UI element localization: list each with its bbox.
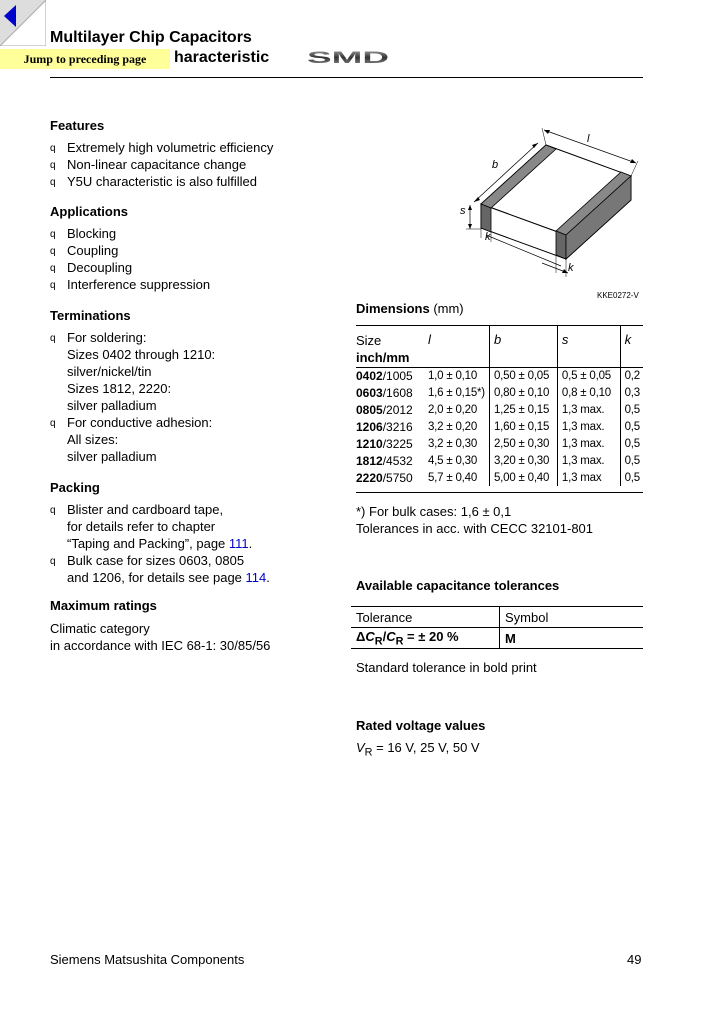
table-row	[351, 628, 643, 649]
table-row	[352, 452, 644, 469]
bullet: q	[50, 280, 56, 291]
cell-b: 1,25 ± 0,15	[489, 401, 557, 418]
chip-dimension-diagram	[456, 125, 646, 300]
list-item: Non-linear capacitance change	[67, 157, 247, 172]
cell-s: 1,3 max.	[557, 435, 620, 452]
table-bottom-rule	[356, 492, 643, 493]
bullet: q	[50, 505, 56, 516]
list-item: for details refer to chapter	[67, 519, 216, 534]
cell-b: 3,20 ± 0,30	[489, 452, 557, 469]
ratings-line: Climatic category	[50, 621, 150, 636]
diagram-code: KKE0272-V	[597, 291, 639, 300]
list-item: Blocking	[67, 226, 117, 241]
bullet: q	[50, 143, 56, 154]
svg-text:SMD: SMD	[307, 49, 389, 65]
list-item: Interference suppression	[67, 277, 211, 292]
tolerance-note: Tolerances in acc. with CECC 32101-801	[356, 521, 594, 536]
list-item: Sizes 0402 through 1210:	[67, 347, 216, 362]
dimensions-table	[352, 325, 644, 486]
cell-k: 0,5	[620, 401, 644, 418]
table-header-row	[351, 607, 643, 628]
list-item: and 1206, for details see page 114.	[67, 570, 270, 585]
page-link-114[interactable]: 114	[245, 570, 267, 585]
table-row	[352, 418, 644, 435]
cell-b: 0,80 ± 0,10	[489, 384, 557, 401]
cell-s: 0,5 ± 0,05	[557, 367, 620, 384]
dim-label-s: s	[460, 205, 466, 217]
cell-l: 3,2 ± 0,20	[427, 420, 478, 433]
cell-size: 1206/3216	[356, 419, 413, 434]
bullet: q	[50, 556, 56, 567]
header-s: s	[557, 325, 620, 367]
table-header-row	[352, 325, 644, 367]
cell-b: 5,00 ± 0,40	[489, 469, 557, 486]
table-row	[352, 367, 644, 384]
tolerance-value: $\Delta C_R/C_R$ = ± 20 %	[351, 628, 500, 649]
dim-label-l: l	[587, 133, 590, 145]
cell-b: 1,60 ± 0,15	[489, 418, 557, 435]
header-l: l	[427, 332, 431, 347]
bulk-note: *) For bulk cases: 1,6 ± 0,1	[356, 504, 512, 519]
page-number: 49	[627, 952, 642, 967]
smd-logo	[306, 49, 390, 65]
bullet: q	[50, 177, 56, 188]
header-symbol: Symbol	[500, 607, 644, 628]
standard-tolerance-note: Standard tolerance in bold print	[356, 660, 537, 675]
cell-size: 2220/5750	[356, 470, 413, 485]
table-row	[352, 435, 644, 452]
page-subtitle: haracteristic	[174, 49, 270, 66]
header-k: k	[620, 325, 644, 367]
cell-size: 0603/1608	[356, 385, 413, 400]
bullet: q	[50, 229, 56, 240]
bullet: q	[50, 333, 56, 344]
bullet: q	[50, 263, 56, 274]
cell-l: 5,7 ± 0,40	[427, 471, 478, 484]
cell-l: 3,2 ± 0,30	[427, 437, 478, 450]
cell-s: 1,3 max.	[557, 401, 620, 418]
cell-size: 1812/4532	[356, 453, 413, 468]
cell-k: 0,2	[620, 367, 644, 384]
header-tolerance: Tolerance	[351, 607, 500, 628]
list-item: Bulk case for sizes 0603, 0805	[67, 553, 245, 568]
table-row	[352, 401, 644, 418]
list-item: silver palladium	[67, 449, 157, 464]
tolerances-table	[351, 606, 643, 649]
list-item: Decoupling	[67, 260, 133, 275]
cell-k: 0,5	[620, 469, 644, 486]
cell-size: 0805/2012	[356, 402, 413, 417]
table-header-rule	[356, 367, 643, 368]
table-top-rule	[356, 325, 643, 326]
table-row	[352, 469, 644, 486]
cell-size: 0402/1005	[356, 368, 413, 383]
cell-s: 1,3 max.	[557, 452, 620, 469]
cell-k: 0,5	[620, 435, 644, 452]
cell-k: 0,5	[620, 418, 644, 435]
list-item: Sizes 1812, 2220:	[67, 381, 172, 396]
dim-label-b: b	[492, 159, 499, 171]
list-item: Extremely high volumetric efficiency	[67, 140, 274, 155]
page-title: Multilayer Chip Capacitors	[50, 29, 252, 46]
ratings-heading: Maximum ratings	[50, 598, 157, 613]
list-item: For soldering:	[67, 330, 147, 345]
header-size: Size inch/mm	[356, 333, 410, 365]
cell-s: 1,3 max	[557, 469, 620, 486]
bullet: q	[50, 246, 56, 257]
bullet: q	[50, 418, 56, 429]
voltage-values: $V_R = 16$ V, 25 V, 50 V	[356, 740, 480, 759]
terminations-heading: Terminations	[50, 308, 131, 323]
dim-label-k: k	[485, 231, 491, 243]
cell-l: 4,5 ± 0,30	[427, 454, 478, 467]
cell-b: 0,50 ± 0,05	[489, 367, 557, 384]
list-item: silver palladium	[67, 398, 157, 413]
list-item: For conductive adhesion:	[67, 415, 213, 430]
cell-l: 1,6 ± 0,15*)	[427, 386, 485, 399]
features-heading: Features	[50, 118, 105, 133]
cell-k: 0,5	[620, 452, 644, 469]
cell-l: 2,0 ± 0,20	[427, 403, 478, 416]
cell-s: 1,3 max.	[557, 418, 620, 435]
cell-b: 2,50 ± 0,30	[489, 435, 557, 452]
page-corner-nav[interactable]	[0, 0, 46, 46]
cell-s: 0,8 ± 0,10	[557, 384, 620, 401]
list-item: Blister and cardboard tape,	[67, 502, 224, 517]
cell-k: 0,3	[620, 384, 644, 401]
footer-company: Siemens Matsushita Components	[50, 952, 245, 967]
voltage-heading: Rated voltage values	[356, 718, 486, 733]
list-item: All sizes:	[67, 432, 119, 447]
header-rule	[50, 77, 643, 78]
list-item: Y5U characteristic is also fulfilled	[67, 174, 258, 189]
packing-heading: Packing	[50, 480, 100, 495]
list-item: Coupling	[67, 243, 119, 258]
list-item: “Taping and Packing”, page 111.	[67, 536, 253, 551]
cell-size: 1210/3225	[356, 436, 413, 451]
applications-heading: Applications	[50, 204, 129, 219]
dimensions-heading: Dimensions (mm)	[356, 301, 464, 316]
tolerances-heading: Available capacitance tolerances	[356, 578, 560, 593]
jump-to-preceding-page-button[interactable]: Jump to preceding page	[0, 49, 170, 69]
cell-l: 1,0 ± 0,10	[427, 369, 478, 382]
list-item: silver/nickel/tin	[67, 364, 152, 379]
table-row	[352, 384, 644, 401]
header-b: b	[489, 325, 557, 367]
ratings-line: in accordance with IEC 68-1: 30/85/56	[50, 638, 271, 653]
dim-label-k2: k	[568, 262, 574, 274]
tolerance-symbol: M	[500, 628, 644, 649]
page-link-111[interactable]: 111	[228, 536, 249, 551]
bullet: q	[50, 160, 56, 171]
